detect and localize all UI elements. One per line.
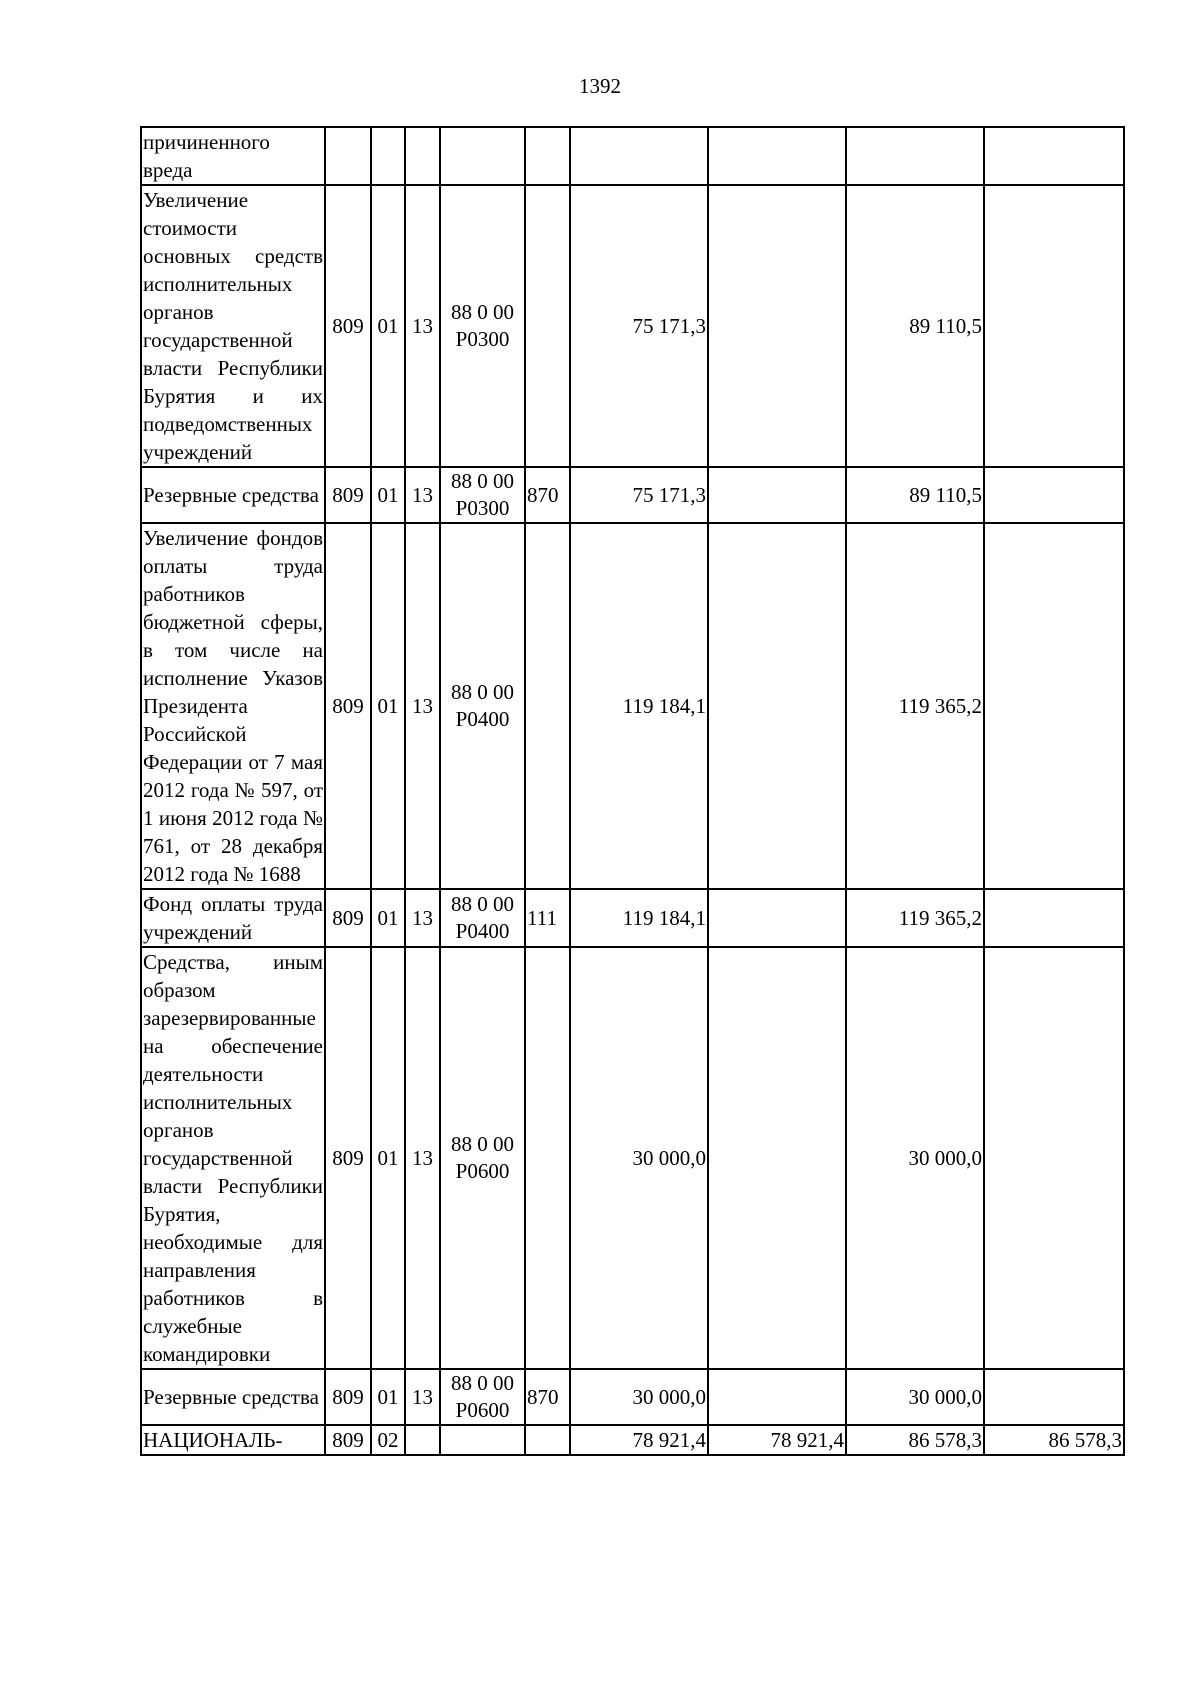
table-row <box>141 1369 1124 1425</box>
sum-4-cell <box>984 127 1124 185</box>
sum-3-cell: 89 110,5 <box>846 467 984 523</box>
row-name: НАЦИОНАЛЬ- <box>141 1425 325 1455</box>
sum-4-cell: 86 578,3 <box>984 1425 1124 1455</box>
sum-1-cell <box>570 127 708 185</box>
subsection-cell: 13 <box>405 889 440 947</box>
table-row <box>141 185 1124 467</box>
sum-1-cell: 30 000,0 <box>570 947 708 1369</box>
ved-cell: 809 <box>325 889 371 947</box>
sum-1-cell: 78 921,4 <box>570 1425 708 1455</box>
section-cell: 01 <box>371 467 405 523</box>
target-article-cell: 88 0 00 P0300 <box>440 467 525 523</box>
table-row <box>141 1425 1124 1455</box>
ved-cell: 809 <box>325 1369 371 1425</box>
subsection-cell <box>405 127 440 185</box>
table-row <box>141 467 1124 523</box>
row-name: Фонд оплаты труда учреждений <box>141 889 325 947</box>
target-article-cell <box>440 127 525 185</box>
table-row <box>141 947 1124 1369</box>
sum-1-cell: 75 171,3 <box>570 185 708 467</box>
sum-4-cell <box>984 889 1124 947</box>
table-row <box>141 889 1124 947</box>
sum-1-cell: 75 171,3 <box>570 467 708 523</box>
target-article-cell: 88 0 00 P0300 <box>440 185 525 467</box>
sum-4-cell <box>984 467 1124 523</box>
sum-2-cell <box>708 947 846 1369</box>
target-article-cell: 88 0 00 P0400 <box>440 523 525 889</box>
expense-type-cell <box>525 185 570 467</box>
budget-table <box>140 126 1125 1456</box>
ved-cell: 809 <box>325 1425 371 1455</box>
expense-type-cell <box>525 1425 570 1455</box>
row-name: Резервные средства <box>141 467 325 523</box>
ved-cell: 809 <box>325 523 371 889</box>
row-name: Резервные средства <box>141 1369 325 1425</box>
sum-1-cell: 119 184,1 <box>570 889 708 947</box>
sum-4-cell <box>984 185 1124 467</box>
sum-2-cell <box>708 889 846 947</box>
subsection-cell: 13 <box>405 1369 440 1425</box>
sum-3-cell: 30 000,0 <box>846 1369 984 1425</box>
expense-type-cell <box>525 127 570 185</box>
sum-3-cell: 119 365,2 <box>846 523 984 889</box>
table-row <box>141 127 1124 185</box>
subsection-cell: 13 <box>405 467 440 523</box>
row-name: Увеличение стоимости основных средств исполнительных органов государственной власти Республики Бурятия и их подведомственных учреждений <box>141 185 325 467</box>
section-cell: 01 <box>371 185 405 467</box>
expense-type-cell: 111 <box>525 889 570 947</box>
subsection-cell: 13 <box>405 523 440 889</box>
expense-type-cell: 870 <box>525 467 570 523</box>
sum-2-cell <box>708 467 846 523</box>
sum-3-cell: 119 365,2 <box>846 889 984 947</box>
ved-cell: 809 <box>325 467 371 523</box>
expense-type-cell <box>525 947 570 1369</box>
row-name: Средства, иным образом зарезервированные на обеспечение деятельности исполнительных органов государственной власти Республики Бурятия, необходимые для направления работников в служебные командировки <box>141 947 325 1369</box>
expense-type-cell <box>525 523 570 889</box>
target-article-cell: 88 0 00 P0600 <box>440 947 525 1369</box>
ved-cell <box>325 127 371 185</box>
section-cell: 01 <box>371 523 405 889</box>
ved-cell: 809 <box>325 947 371 1369</box>
sum-2-cell <box>708 523 846 889</box>
subsection-cell <box>405 1425 440 1455</box>
sum-2-cell <box>708 127 846 185</box>
subsection-cell: 13 <box>405 185 440 467</box>
expense-type-cell: 870 <box>525 1369 570 1425</box>
sum-3-cell: 30 000,0 <box>846 947 984 1369</box>
sum-3-cell: 86 578,3 <box>846 1425 984 1455</box>
sum-3-cell <box>846 127 984 185</box>
sum-2-cell <box>708 185 846 467</box>
target-article-cell: 88 0 00 P0400 <box>440 889 525 947</box>
section-cell: 01 <box>371 1369 405 1425</box>
sum-2-cell: 78 921,4 <box>708 1425 846 1455</box>
section-cell: 01 <box>371 889 405 947</box>
sum-4-cell <box>984 1369 1124 1425</box>
target-article-cell: 88 0 00 P0600 <box>440 1369 525 1425</box>
sum-2-cell <box>708 1369 846 1425</box>
row-name: Увеличение фондов оплаты труда работников бюджетной сферы, в том числе на исполнение Указов Президента Российской Федерации от 7 мая 2012 года № 597, от 1 июня 2012 года № 761, от 28 декабря 2012 года № 1688 <box>141 523 325 889</box>
sum-4-cell <box>984 523 1124 889</box>
ved-cell: 809 <box>325 185 371 467</box>
subsection-cell: 13 <box>405 947 440 1369</box>
page-number: 1392 <box>579 74 621 98</box>
sum-3-cell: 89 110,5 <box>846 185 984 467</box>
table-row <box>141 523 1124 889</box>
sum-1-cell: 30 000,0 <box>570 1369 708 1425</box>
section-cell: 02 <box>371 1425 405 1455</box>
target-article-cell <box>440 1425 525 1455</box>
sum-1-cell: 119 184,1 <box>570 523 708 889</box>
sum-4-cell <box>984 947 1124 1369</box>
row-name: причиненного вреда <box>141 127 325 185</box>
section-cell: 01 <box>371 947 405 1369</box>
section-cell <box>371 127 405 185</box>
